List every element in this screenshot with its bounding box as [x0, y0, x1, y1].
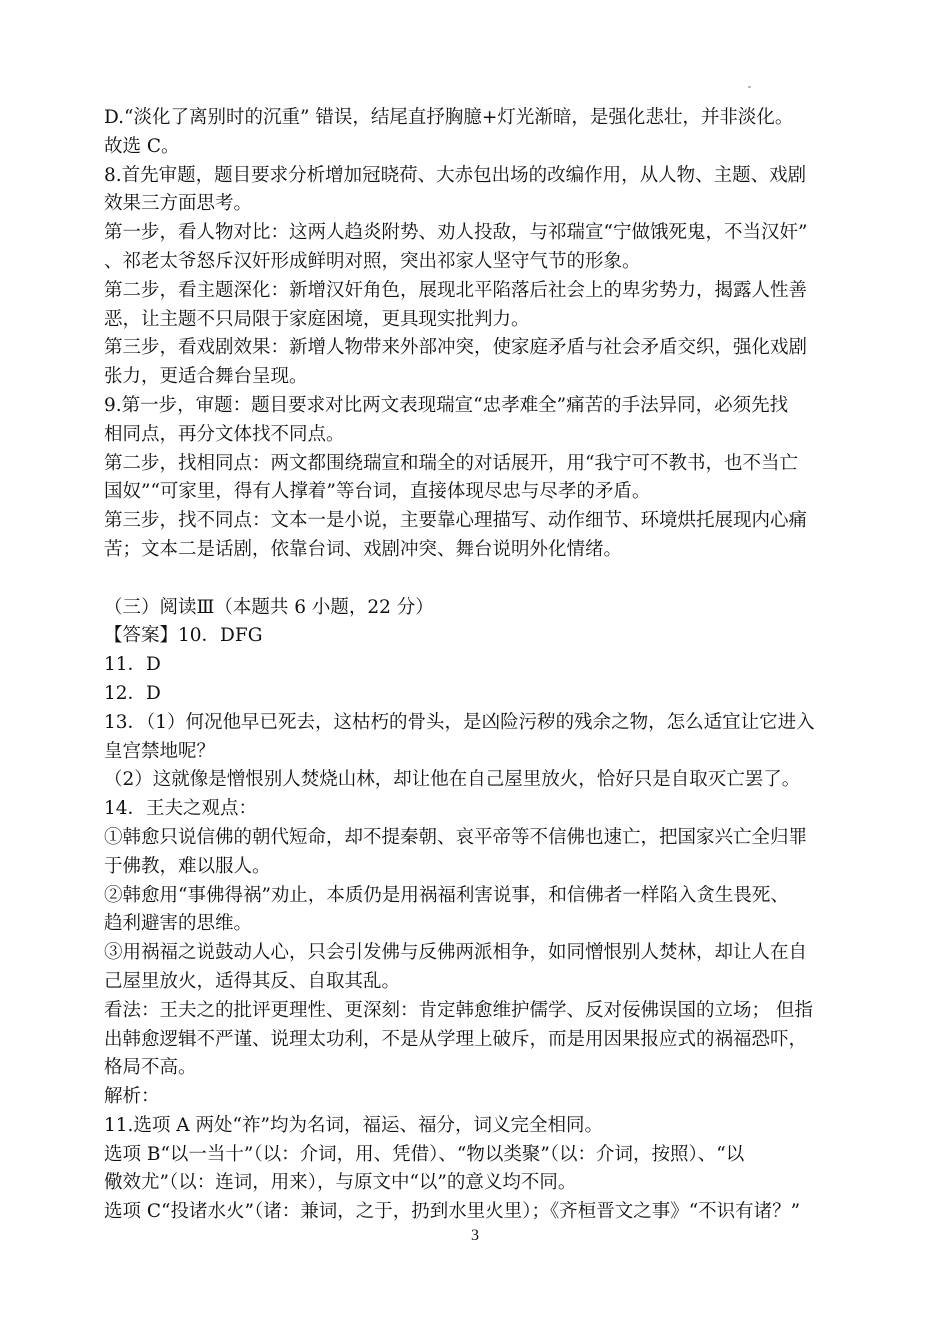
text-line: 14．王夫之观点：: [104, 798, 258, 820]
text-line: ②韩愈用“事佛得祸”劝止，本质仍是用祸福利害说事，和信佛者一样陷入贪生畏死、: [104, 884, 789, 906]
text-line: ①韩愈只说信佛的朝代短命，却不提秦朝、哀平帝等不信佛也速亡，把国家兴亡全归罪: [104, 826, 808, 848]
text-line: 出韩愈逻辑不严谨、说理太功利，不是从学理上破斥，而是用因果报应式的祸福恐吓，: [104, 1028, 808, 1050]
text-line: 效果三方面思考。: [104, 193, 253, 215]
text-line: 11．D: [104, 654, 161, 676]
text-line: 皇宫禁地呢？: [104, 740, 216, 762]
text-line: 第三步，找不同点：文本一是小说，主要靠心理描写、动作细节、环境烘托展现内心痛: [104, 510, 808, 532]
text-line: 第二步，找相同点：两文都围绕瑞宣和瑞全的对话展开，用“我宁可不教书，也不当亡: [104, 452, 798, 474]
text-line: 选项 B“以一当十”（以：介词，用、凭借）、“物以类聚”（以：介词，按照）、“以: [104, 1143, 745, 1165]
text-line: 12．D: [104, 682, 161, 704]
text-line: 第三步，看戏剧效果：新增人物带来外部冲突，使家庭矛盾与社会矛盾交织，强化戏剧: [104, 337, 808, 359]
text-line: 看法：王夫之的批评更理性、更深刻：肯定韩愈维护儒学、反对佞佛误国的立场； 但指: [104, 999, 813, 1021]
text-line: 9.第一步，审题：题目要求对比两文表现瑞宣“忠孝难全”痛苦的手法异同，必须先找: [104, 394, 789, 416]
text-line: 格局不高。: [104, 1057, 197, 1079]
text-line: 8.首先审题，题目要求分析增加冠晓荷、大赤包出场的改编作用，从人物、主题、戏剧: [104, 164, 807, 186]
text-line: 儆效尤”（以：连词，用来），与原文中“以”的意义均不同。: [104, 1172, 577, 1194]
page-number: 3: [471, 1227, 479, 1244]
text-line: 相同点，再分文体找不同点。: [104, 423, 345, 445]
text-line: 趋利避害的思维。: [104, 913, 253, 935]
text-line: 选项 C“投诸水火”（诸：兼词，之于，扔到水里火里）；《齐桓晋文之事》“不识有诸？”: [104, 1201, 801, 1223]
text-line: 、祁老太爷怒斥汉奸形成鲜明对照，突出祁家人坚守气节的形象。: [104, 250, 641, 272]
text-line: 11.选项 A 两处“祚”均为名词，福运、福分，词义完全相同。: [104, 1114, 603, 1136]
text-line: 国奴”“可家里，得有人撑着”等台词，直接体现尽忠与尽孝的矛盾。: [104, 481, 651, 503]
text-line: 13．（1）何况他早已死去，这枯朽的骨头，是凶险污秽的残余之物，怎么适宜让它进入: [104, 711, 815, 733]
text-line: D.“淡化了离别时的沉重” 错误，结尾直抒胸臆+灯光渐暗，是强化悲壮，并非淡化。: [104, 107, 794, 128]
text-line: 于佛教，难以服人。: [104, 855, 271, 877]
text-line: 第一步，看人物对比：这两人趋炎附势、劝人投敌，与祁瑞宣“宁做饿死鬼，不当汉奸”: [104, 222, 808, 244]
text-line: （三）阅读Ⅲ（本题共 6 小题，22 分）: [104, 596, 434, 618]
text-line: 【答案】10．DFG: [104, 625, 263, 647]
text-line: 故选 C。: [104, 135, 180, 157]
blank-line: [104, 565, 864, 594]
text-line: 己屋里放火，适得其反、自取其乱。: [104, 970, 401, 992]
scan-speck: [748, 86, 751, 88]
text-line: ③用祸福之说鼓动人心，只会引发佛与反佛两派相争，如同憎恨别人焚林，却让人在自: [104, 942, 808, 964]
text-line: 解析：: [104, 1086, 160, 1108]
text-line: 第二步，看主题深化：新增汉奸角色，展现北平陷落后社会上的卑劣势力，揭露人性善: [104, 279, 808, 301]
document-body: [104, 104, 864, 1227]
text-line: 苦；文本二是话剧，依靠台词、戏剧冲突、舞台说明外化情绪。: [104, 538, 623, 560]
text-line: 恶，让主题不只局限于家庭困境，更具现实批判力。: [104, 308, 530, 330]
text-line: （2）这就像是憎恨别人焚烧山林，却让他在自己屋里放火，恰好只是自取灭亡罢了。: [104, 769, 801, 791]
text-line: 张力，更适合舞台呈现。: [104, 366, 308, 388]
